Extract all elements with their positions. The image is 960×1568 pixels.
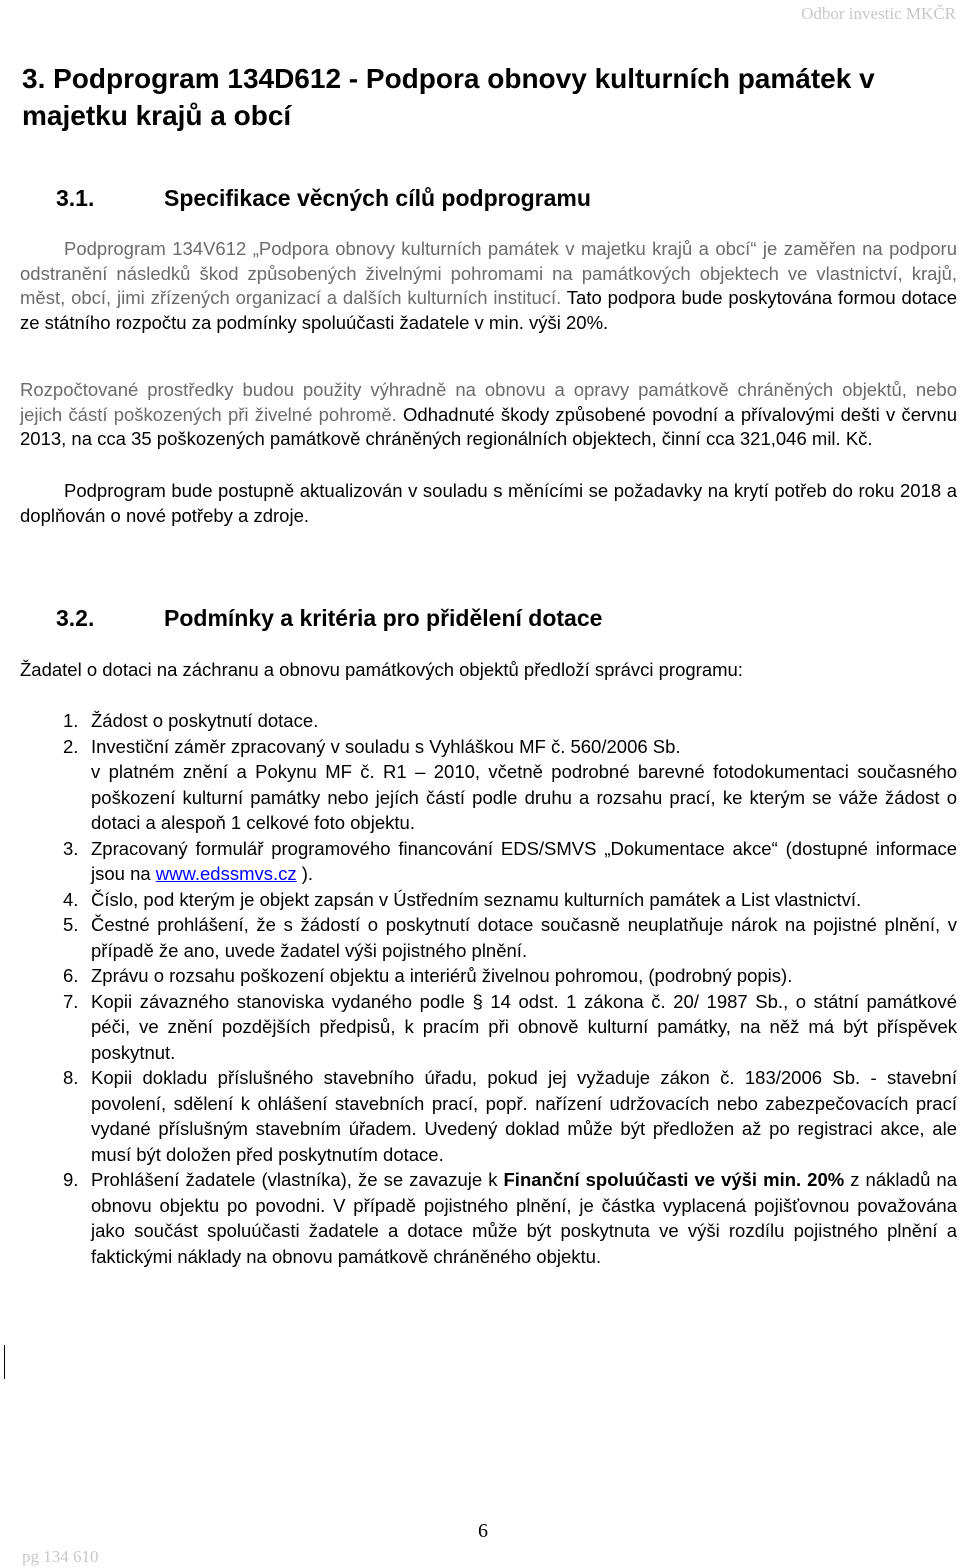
footer-doc-reference: pg 134 610 bbox=[22, 1547, 99, 1566]
page-title: 3. Podprogram 134D612 - Podpora obnovy kulturních památek v majetku krajů a obcí bbox=[22, 63, 875, 131]
paragraph-black-text: Odhadnuté škody způsobené povodní a přívalovými dešti v červnu 2013, na cca 35 poškozených památkově chráněných regionálních objektech, činní cca 321,046 mil. Kč. bbox=[20, 403, 957, 449]
paragraph-program-description bbox=[20, 237, 957, 335]
list-item bbox=[20, 912, 957, 963]
list-marker: 7. bbox=[63, 990, 79, 1012]
list-item bbox=[20, 1167, 957, 1269]
list-item bbox=[20, 734, 957, 836]
list-marker: 4. bbox=[63, 888, 79, 910]
paragraph-text: Podprogram bude postupně aktualizován v souladu s měnícími se požadavky na krytí potřeb do roku 2018 a doplňován o nové potřeby a zdroje. bbox=[20, 480, 957, 526]
revision-bar bbox=[4, 1345, 5, 1379]
list-item bbox=[20, 1065, 957, 1167]
requirements-list bbox=[20, 708, 957, 1269]
list-marker: 6. bbox=[63, 965, 79, 986]
list-item-text: Zprávu o rozsahu poškození objektu a interiérů živelnou pohromou, (podrobný popis). bbox=[91, 965, 793, 986]
paragraph-grey-text: Podprogram 134V612 „Podpora obnovy kulturních památek v majetku krajů a obcí“ je zaměřen na podporu odstranění následků škod způsobených živelnými pohromami na památkových objektech ve vlastnictví, krajů, měst, obcí, jimi zřízených organizací a dalších kulturních institucí. bbox=[20, 238, 957, 308]
list-marker: 1. bbox=[63, 710, 79, 731]
section-title: Podmínky a kritéria pro přidělení dotace bbox=[164, 605, 603, 631]
list-marker: 3. bbox=[63, 837, 79, 859]
list-item-text: Prohlášení žadatele (vlastníka), že se zavazuje k bbox=[91, 1169, 504, 1190]
list-item-text: Kopii závazného stanoviska vydaného podle § 14 odst. 1 zákona č. 20/ 1987 Sb., o státní památkové péči, ve znění pozdějších předpisů, k pracím při obnově kulturní památky, na něž má být příspěvek poskytnut. bbox=[91, 990, 957, 1063]
list-marker: 9. bbox=[63, 1169, 79, 1190]
list-item bbox=[20, 989, 957, 1066]
list-item-text: Investiční záměr zpracovaný v souladu s Vyhláškou MF č. 560/2006 Sb. bbox=[91, 735, 681, 757]
list-item-text: Zpracovaný formulář programového financování EDS/SMVS „Dokumentace akce“ (dostupné informace jsou na bbox=[91, 837, 957, 884]
paragraph-grey-text: Rozpočtované prostředky budou použity výhradně na obnovu a opravy památkově chráněných objektů, nebo jejich částí poškozených při živelné pohromě. bbox=[20, 379, 957, 425]
paragraph-black-text: Tato podpora bude poskytována formou dotace ze státního rozpočtu za podmínky spoluúčasti žadatele v min. výši 20%. bbox=[20, 287, 957, 333]
section-number: 3.2. bbox=[56, 605, 95, 631]
list-item bbox=[20, 963, 957, 989]
section-number: 3.1. bbox=[56, 185, 95, 211]
list-item-text: Čestné prohlášení, že s žádostí o poskytnutí dotace současně neuplatňuje nárok na pojistné plnění, v případě že ano, uvede žadatel výši pojistného plnění. bbox=[91, 914, 957, 961]
list-marker: 5. bbox=[63, 914, 79, 935]
paragraph-budget-usage bbox=[20, 378, 957, 452]
section-title: Specifikace věcných cílů podprogramu bbox=[164, 185, 591, 211]
section-heading-specifikace bbox=[56, 184, 591, 212]
list-item bbox=[20, 708, 957, 734]
header-organization: Odbor investic MKČR bbox=[801, 4, 956, 23]
paragraph-intro: Žadatel o dotaci na záchranu a obnovu památkových objektů předloží správci programu: bbox=[20, 659, 743, 680]
list-item-continuation: v platném znění a Pokynu MF č. R1 – 2010, včetně podrobné barevné fotodokumentaci současného poškození kulturní památky nebo jejích částí podle druhu a rozsahu prací, ke kterým se váže žádost o dotaci a alespoň 1 celkové foto objektu. bbox=[91, 761, 957, 833]
paragraph-update-note bbox=[20, 479, 957, 528]
list-item-text: Kopii dokladu příslušného stavebního úřadu, pokud jej vyžaduje zákon č. 183/2006 Sb. - stavební povolení, sdělení k ohlášení stavebních prací, popř. nařízení udržovacích nebo zabezpečovacích prací vydané příslušným stavebním úřadem. Uvedený doklad může být předložen až po registraci akce, ale musí být doložen před poskytnutím dotace. bbox=[91, 1067, 957, 1165]
page-number: 6 bbox=[478, 1520, 488, 1542]
list-item-text-end: ). bbox=[296, 863, 314, 884]
edssmvs-link[interactable]: www.edssmvs.cz bbox=[155, 863, 297, 884]
section-heading-podminky bbox=[56, 604, 602, 632]
list-item-text-end: z nákladů na obnovu objektu po povodni. V případě pojistného plnění, je částka vyplacená pojišťovnou považována jako součást spoluúčasti žadatele a dotace může být poskytnuta ve výši rozdílu pojistného plnění a faktickými náklady na obnovu památkově chráněného objektu. bbox=[91, 1169, 957, 1267]
list-item-bold-text: Finanční spoluúčasti ve výši min. 20% bbox=[503, 1169, 845, 1190]
list-item bbox=[20, 836, 957, 887]
list-item-text: Žádost o poskytnutí dotace. bbox=[91, 710, 319, 731]
list-item bbox=[20, 887, 957, 913]
list-marker: 8. bbox=[63, 1067, 79, 1088]
list-item-text: Číslo, pod kterým je objekt zapsán v Ústředním seznamu kulturních památek a List vlastnictví. bbox=[91, 888, 862, 910]
list-marker: 2. bbox=[63, 735, 79, 757]
